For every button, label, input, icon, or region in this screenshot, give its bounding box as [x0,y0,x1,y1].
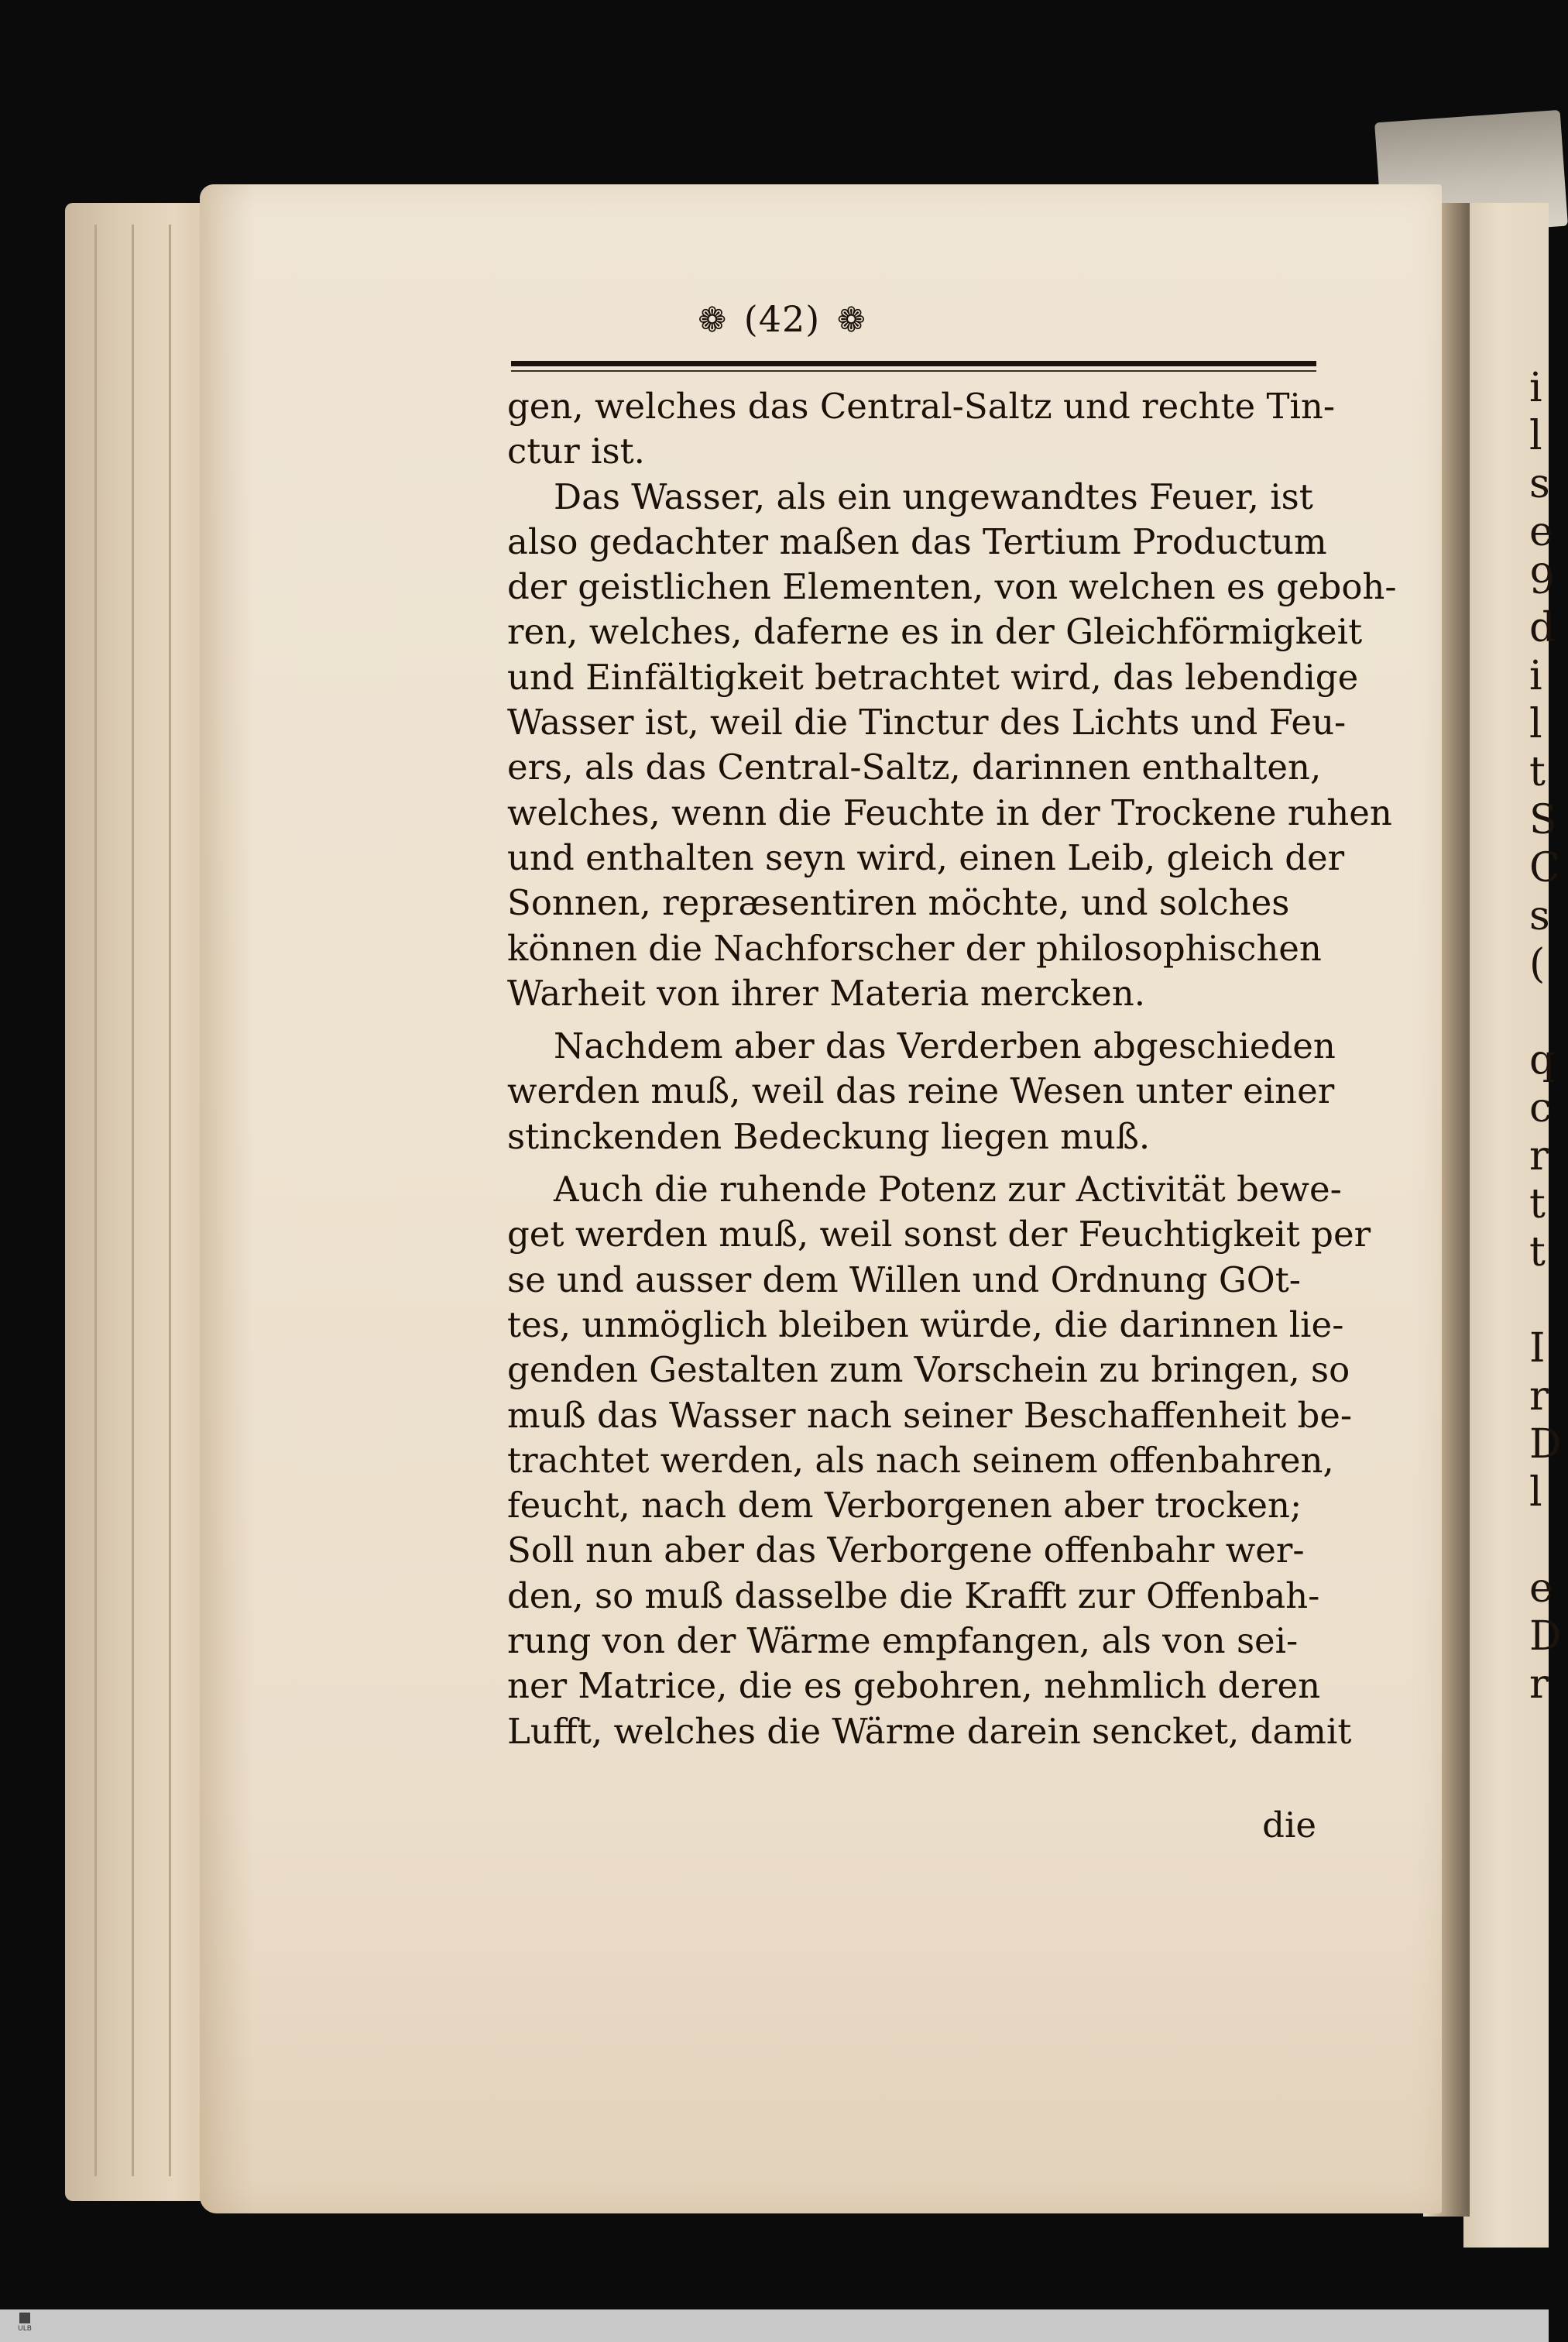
facing-glyph: r [1529,1133,1549,1180]
text-line: der geistlichen Elementen, von welchen es geboh- [507,566,1397,608]
facing-glyph: t [1529,1181,1546,1228]
facing-glyph: r [1529,1373,1549,1420]
text-line: werden muß, weil das reine Wesen unter einer [507,1070,1335,1112]
text-line: welches, wenn die Feuchte in der Trockene ruhen [507,792,1392,833]
facing-glyph: e [1529,509,1553,555]
facing-glyph: C [1529,845,1560,891]
body-text [507,384,1397,1754]
text-line: trachtet werden, als nach seinem offenbahren, [507,1439,1334,1481]
facing-glyph: ( [1529,941,1546,987]
facing-glyph: e [1529,1565,1553,1612]
text-line: ren, welches, daferne es in der Gleichförmigkeit [507,611,1363,653]
facing-glyph: q [1529,1037,1556,1083]
facing-glyph: s [1529,893,1550,939]
facing-glyph: c [1529,1085,1553,1132]
page-edge-line [94,225,97,2176]
facing-glyph: r [1529,1661,1549,1708]
library-logo-icon [19,2313,30,2323]
flower-ornament-icon: ❁ [836,300,866,340]
facing-glyph: S [1529,797,1557,843]
flower-ornament-icon: ❁ [698,300,728,340]
text-line: genden Gestalten zum Vorschein zu bringen, so [507,1349,1350,1391]
facing-glyph: t [1529,749,1546,795]
text-line: get werden muß, weil sonst der Feuchtigkeit per [507,1214,1371,1255]
facing-glyph: l [1529,1469,1542,1516]
page-number: (42) [743,298,821,340]
text-line: ers, als das Central-Saltz, darinnen enthalten, [507,747,1322,788]
page-edge-line [169,225,171,2176]
text-line: können die Nachforscher der philosophischen [507,927,1322,969]
left-page-edges [65,203,220,2201]
text-line: stinckenden Bedeckung liegen muß. [507,1115,1151,1157]
catchword: die [1262,1805,1316,1846]
header-rule-thin [511,370,1316,372]
facing-glyph: 9 [1529,557,1556,603]
facing-glyph: s [1529,461,1550,507]
text-line: se und ausser dem Willen und Ordnung GOt- [507,1259,1301,1300]
text-line: und Einfältigkeit betrachtet wird, das lebendige [507,656,1359,698]
viewer-footer-bar [0,2309,1549,2342]
text-line: gen, welches das Central-Saltz und rechte Tin- [507,386,1336,427]
text-line: ctur ist. [507,431,645,472]
text-line: tes, unmöglich bleiben würde, die darinnen lie- [507,1303,1344,1345]
text-line: Warheit von ihrer Materia mercken. [507,972,1146,1014]
text-line: Soll nun aber das Verborgene offenbahr wer- [507,1530,1305,1571]
text-line: Das Wasser, als ein ungewandtes Feuer, ist [554,476,1313,517]
facing-glyph: D [1529,1613,1562,1660]
facing-glyph: D [1529,1421,1562,1468]
text-line: den, so muß dasselbe die Krafft zur Offenbah- [507,1574,1320,1616]
text-line: also gedachter maßen das Tertium Productum [507,520,1327,562]
page-header [511,298,1053,340]
facing-glyph: l [1529,413,1542,459]
text-line: Sonnen, repræsentiren möchte, und solches [507,882,1290,924]
facing-glyph: i [1529,365,1542,411]
facing-glyph: t [1529,1229,1546,1276]
facing-glyph: i [1529,653,1542,699]
text-line: Lufft, welches die Wärme darein sencket, damit [507,1710,1352,1752]
header-rule [511,361,1316,366]
text-line: rung von der Wärme empfangen, als von sei- [507,1620,1299,1662]
text-line: Auch die ruhende Potenz zur Activität bewe- [554,1169,1342,1210]
text-line: muß das Wasser nach seiner Beschaffenheit be- [507,1394,1353,1436]
text-line: und enthalten seyn wird, einen Leib, gleich der [507,836,1345,878]
text-line: ner Matrice, die es gebohren, nehmlich deren [507,1665,1321,1707]
facing-glyph: d [1529,605,1556,651]
facing-glyph: I [1529,1325,1546,1372]
text-line: Wasser ist, weil die Tinctur des Lichts und Feu- [507,702,1347,743]
facing-glyph: l [1529,701,1542,747]
text-line: Nachdem aber das Verderben abgeschieden [554,1025,1336,1067]
library-logo-text: ULB [18,2325,32,2333]
library-logo [9,2313,40,2339]
page-edge-line [132,225,134,2176]
text-line: feucht, nach dem Verborgenen aber trocken; [507,1485,1302,1526]
facing-page-text [1529,364,1562,1708]
